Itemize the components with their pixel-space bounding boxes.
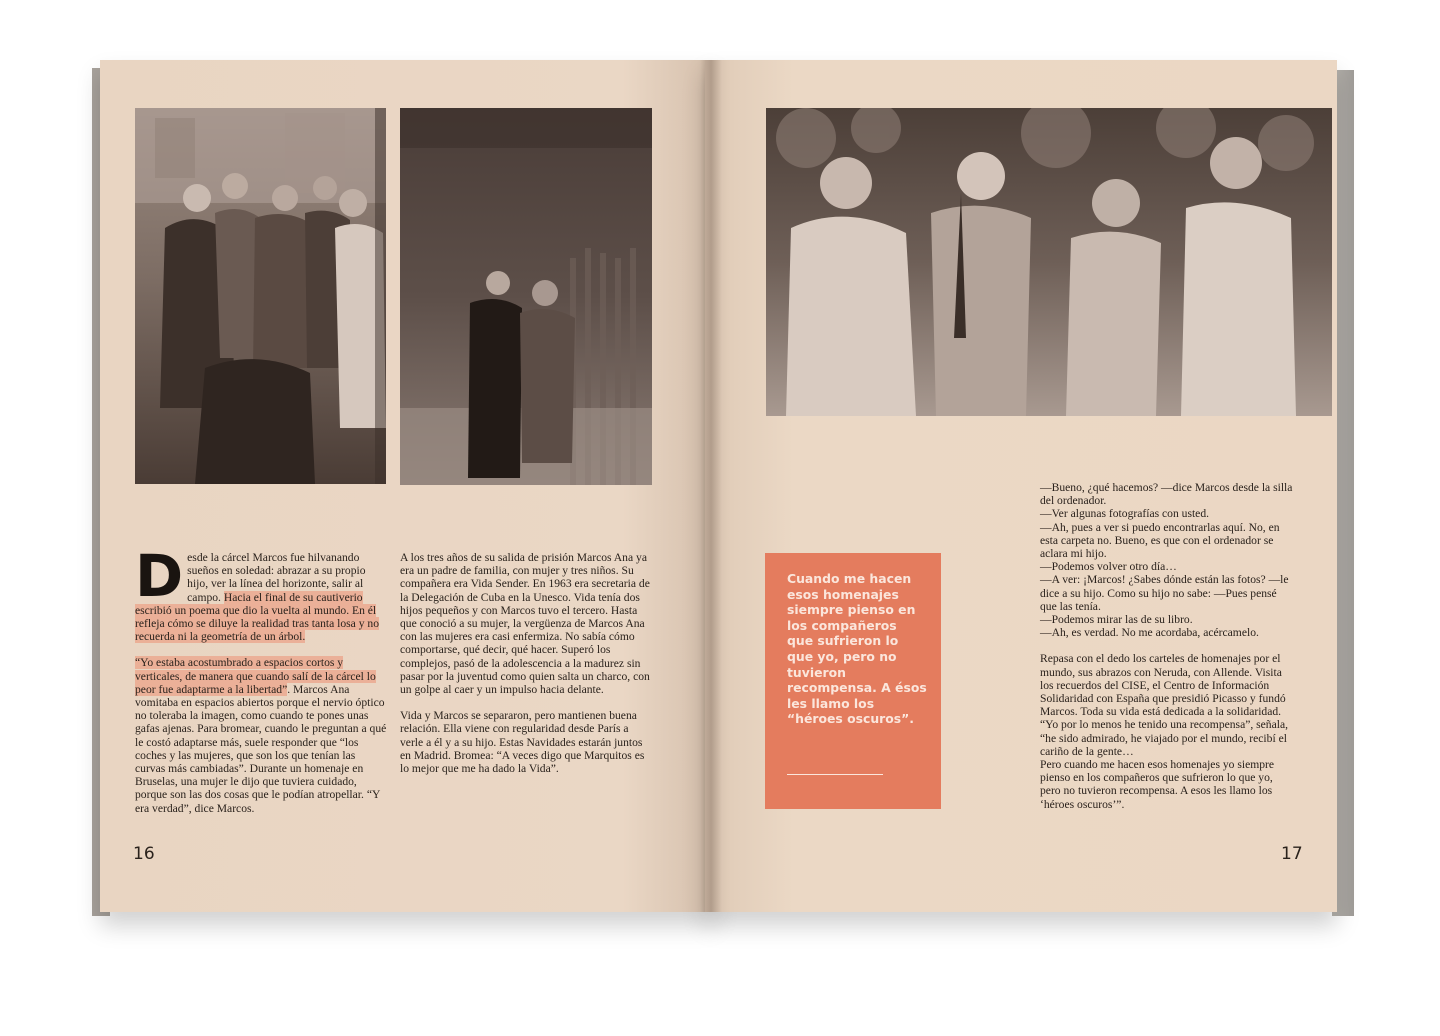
dialogue-line: —Ver algunas fotografías con usted. bbox=[1040, 507, 1210, 521]
dialogue-line: —Ah, pues a ver si puedo encontrarlas aquí. No, en esta carpeta no. Bueno, es que con el ordenador se aclara mi hijo. bbox=[1040, 520, 1280, 561]
dialogue-block bbox=[1040, 481, 1294, 639]
left-column-1 bbox=[135, 542, 388, 828]
paragraph-line: Pero cuando me hacen esos homenajes yo siempre pienso en los compañeros que sufrieron lo que yo, pero no tuvieron recompensa. A esos les llamo los ‘héroes oscuros’”. bbox=[1040, 758, 1275, 811]
left-column-2 bbox=[400, 551, 652, 788]
highlighted-passage-1: Hacia el final de su cautiverio escribió un poema que dio la vuelta al mundo. En él refleja cómo se diluye la realidad tras tanta losa y no recuerda ni la geometría de un árbol. bbox=[135, 590, 380, 644]
pull-quote-text: Cuando me hacen esos homenajes siempre pienso en los compañeros que sufrieron lo que yo, pero no tuvieron recompensa. A ésos les llamo los “héroes oscuros”. bbox=[787, 571, 927, 727]
photo-group-outdoors bbox=[766, 108, 1332, 416]
paragraph-block bbox=[1040, 652, 1294, 810]
page-number-left: 16 bbox=[133, 844, 155, 864]
photo-group-men bbox=[135, 108, 386, 484]
page-number-right: 17 bbox=[1281, 844, 1303, 864]
dialogue-line: —A ver: ¡Marcos! ¿Sabes dónde están las fotos? —le dice a su hijo. Como su hijo no sabe: —Pues pensé que las tenía. bbox=[1040, 573, 1289, 613]
paragraph-2-text: . Marcos Ana vomitaba en espacios abiertos porque el nervio óptico no toleraba la imagen, como cuando te pones unas gafas ajenas. Para bromear, cuando le preguntan a qué le costó adaptarse más, suele responder que “los coches y las mujeres, que son los que tenían las curvas más cambiadas”. Durante un homenaje en Bruselas, una mujer le dijo que tuviera cuidado, porque son las dos cosas que le podían atropellar. “Y era verdad”, dice Marcos. bbox=[135, 682, 387, 815]
dropcap: D bbox=[135, 542, 184, 610]
paragraph-col2-2: Vida y Marcos se separaron, pero mantienen buena relación. Ella viene con regularidad desde París a verle a él y a su hijo. Estas Navidades estarán juntos en Madrid. Bromea: “A veces digo que Marquitos es lo mejor que me ha dado la Vida”. bbox=[400, 709, 645, 776]
highlighted-quote: “Yo estaba acostumbrado a espacios cortos y verticales, de manera que cuando salí de la cárcel lo peor fue adaptarme a la libertad” bbox=[135, 656, 376, 696]
paragraph-line: Repasa con el dedo los carteles de homenajes por el mundo, sus abrazos con Neruda, con Allende. Visita los recuerdos del CISE, el Centro de Información Solidaridad con España que presidió Picasso y fundó Marcos. Toda su vida está dedicada a la solidaridad. “Yo por lo menos he tenido una recompensa”, señala, “he sido admirado, he viajado por el mundo, recibí el cariño de la gente… bbox=[1040, 652, 1289, 758]
dialogue-line: —Bueno, ¿qué hacemos? —dice Marcos desde la silla del ordenador. bbox=[1040, 481, 1293, 508]
dialogue-line: —Podemos mirar las de su libro. bbox=[1040, 613, 1193, 627]
paragraph-col2-1: A los tres años de su salida de prisión Marcos Ana ya era un padre de familia, con mujer y tres niños. Su compañera era Vida Sender. En 1963 era secretaria de la Delegación de Cuba en la Unesco. Vida tenía dos hijos pequeños y con Marcos tuvo el tercero. Hasta que conoció a su mujer, la vergüenza de Marcos Ana con las mujeres era casi enfermiza. No sabía cómo comportarse, qué decir, qué hacer. Superó los complejos, pasó de la adolescencia a la madurez sin pasar por la juventud como quien salta un charco, con un golpe al caer y un impulso hacia delante. bbox=[400, 551, 650, 697]
paragraph-1-text: esde la cárcel Marcos fue hilvanando sueños en soledad: abrazar a su propio hijo, ver la línea del horizonte, salir al campo. bbox=[187, 551, 366, 604]
pull-quote-rule bbox=[787, 774, 883, 775]
dialogue-line: —Ah, es verdad. No me acordaba, acércamelo. bbox=[1040, 626, 1259, 640]
right-column bbox=[1040, 481, 1294, 811]
pull-quote-box bbox=[765, 553, 941, 809]
dialogue-line: —Podemos volver otro día… bbox=[1040, 560, 1177, 574]
photo-two-men bbox=[400, 108, 652, 485]
